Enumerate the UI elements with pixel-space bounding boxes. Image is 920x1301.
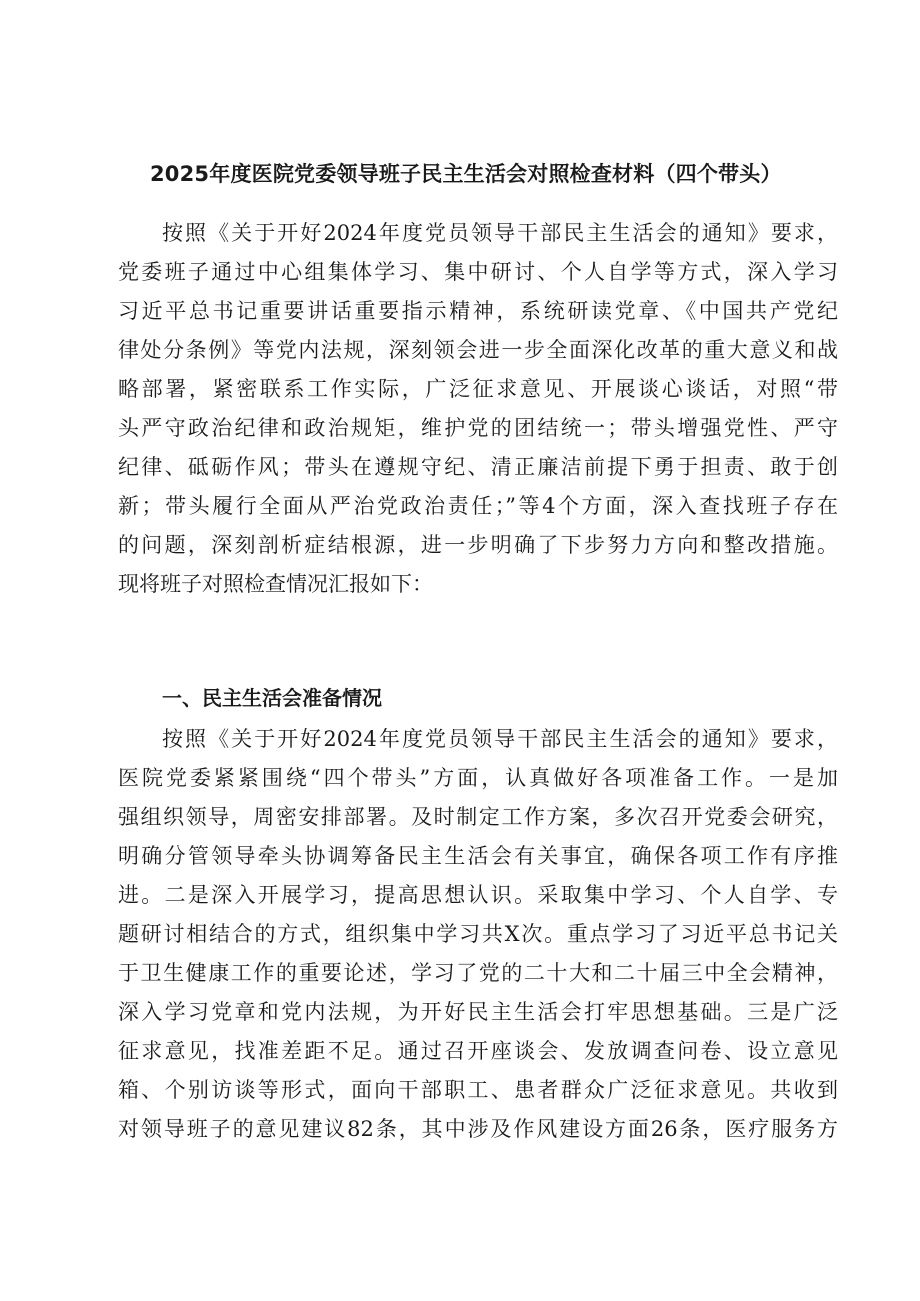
preparation-paragraph <box>118 720 838 1149</box>
paragraph-line: 按照《关于开好2024年度党员领导干部民主生活会的通知》要求， <box>162 727 838 751</box>
paragraph-line: 医院党委紧紧围绕“四个带头”方面，认真做好各项准备工作。一是加 <box>118 766 838 790</box>
paragraph-line: 的问题，深刻剖析症结根源，进一步明确了下步努力方向和整改措施。 <box>118 533 838 557</box>
paragraph-line: 箱、个别访谈等形式，面向干部职工、患者群众广泛征求意见。共收到 <box>118 1078 838 1102</box>
document-title: 2025年度医院党委领导班子民主生活会对照检查材料（四个带头） <box>150 162 782 186</box>
paragraph-line: 现将班子对照检查情况汇报如下： <box>118 572 433 596</box>
paragraph-line: 于卫生健康工作的重要论述，学习了党的二十大和二十届三中全会精神， <box>118 961 838 985</box>
paragraph-line: 律处分条例》等党内法规，深刻领会进一步全面深化改革的重大意义和战 <box>118 338 838 362</box>
paragraph-line: 按照《关于开好2024年度党员领导干部民主生活会的通知》要求， <box>162 221 838 245</box>
paragraph-line: 题研讨相结合的方式，组织集中学习共X次。重点学习了习近平总书记关 <box>118 922 838 946</box>
paragraph-line: 新；带头履行全面从严治党政治责任；”等4个方面，深入查找班子存在 <box>118 494 838 518</box>
paragraph-line: 略部署，紧密联系工作实际，广泛征求意见、开展谈心谈话，对照“带 <box>118 377 838 401</box>
paragraph-line: 头严守政治纪律和政治规矩，维护党的团结统一；带头增强党性、严守 <box>118 416 838 440</box>
paragraph-line: 深入学习党章和党内法规，为开好民主生活会打牢思想基础。三是广泛 <box>118 1000 838 1024</box>
section-heading: 一、民主生活会准备情况 <box>162 686 382 710</box>
paragraph-line: 习近平总书记重要讲话重要指示精神，系统研读党章、《中国共产党纪 <box>118 299 838 323</box>
paragraph-line: 征求意见，找准差距不足。通过召开座谈会、发放调查问卷、设立意见 <box>118 1039 838 1063</box>
paragraph-line: 明确分管领导牵头协调筹备民主生活会有关事宜，确保各项工作有序推 <box>118 844 838 868</box>
paragraph-line: 进。二是深入开展学习，提高思想认识。采取集中学习、个人自学、专 <box>118 883 838 907</box>
paragraph-line: 纪律、砥砺作风；带头在遵规守纪、清正廉洁前提下勇于担责、敢于创 <box>118 455 838 479</box>
paragraph-line: 党委班子通过中心组集体学习、集中研讨、个人自学等方式，深入学习 <box>118 260 838 284</box>
intro-paragraph <box>118 214 838 604</box>
paragraph-line: 对领导班子的意见建议82条，其中涉及作风建设方面26条，医疗服务方 <box>118 1117 838 1141</box>
paragraph-line: 强组织领导，周密安排部署。及时制定工作方案，多次召开党委会研究， <box>118 805 838 829</box>
